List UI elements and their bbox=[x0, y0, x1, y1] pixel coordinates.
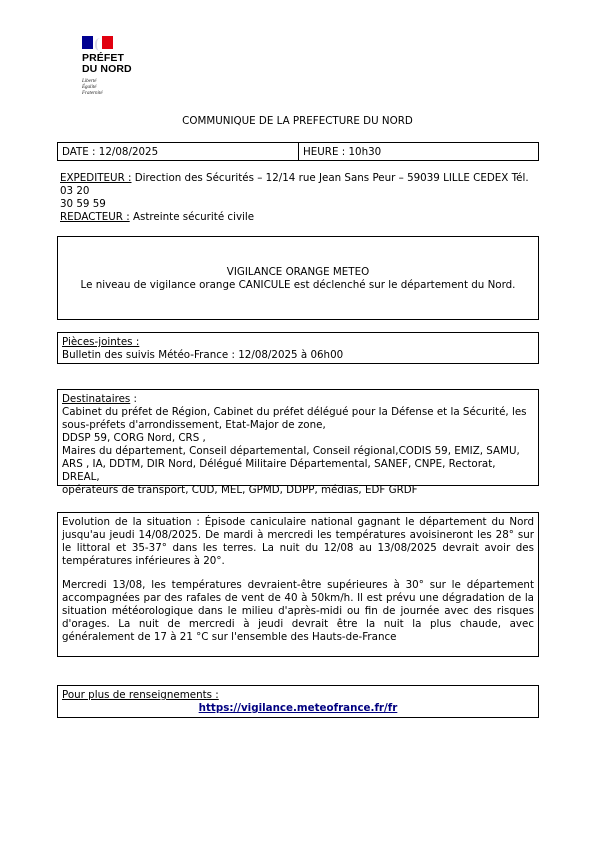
redacteur-label: REDACTEUR : bbox=[60, 211, 130, 223]
marianne-flag-icon bbox=[82, 36, 113, 49]
prefet-logo bbox=[82, 36, 152, 97]
expediteur-line1 bbox=[60, 172, 538, 198]
recipients-line-5: ARS , IA, DDTM, DIR Nord, Délégué Militaire Départemental, SANEF, CNPE, Rectorat, DREAL, bbox=[62, 458, 496, 483]
recipients-label-suffix: : bbox=[130, 393, 138, 405]
motto-fraternite: Fraternité bbox=[82, 91, 103, 96]
logo-title bbox=[82, 53, 152, 75]
recipients-line-2: sous-préfets d'arrondissement, Etat-Major de zone, bbox=[62, 419, 326, 431]
logo-title-line1: PRÉFET bbox=[82, 52, 125, 64]
vigilance-box bbox=[57, 236, 539, 320]
redacteur-line bbox=[60, 211, 538, 224]
recipients-heading bbox=[62, 393, 534, 406]
situation-paragraph-2: Mercredi 13/08, les températures devraient-être supérieures à 30° sur le département accompagnées par des rafales de vent de 40 à 50km/h. Il est prévu une dégradation de la situation météorologique dans le milieu d'après-midi ou fin de journée avec des risques d'orages. La nuit de mercredi à jeudi devrait être la nuit la plus chaude, avec généralement de 17 à 21 °C sur l'ensemble des Hauts-de-France bbox=[62, 579, 534, 643]
logo-title-line2: DU NORD bbox=[82, 63, 132, 75]
recipients-line-3: DDSP 59, CORG Nord, CRS , bbox=[62, 432, 206, 444]
info-label: Pour plus de renseignements : bbox=[62, 689, 219, 701]
motto-egalite: Égalité bbox=[82, 85, 97, 90]
redacteur-value: Astreinte sécurité civile bbox=[129, 211, 255, 223]
vigilance-text: Le niveau de vigilance orange CANICULE est déclenché sur le département du Nord. bbox=[80, 279, 516, 291]
page-title: COMMUNIQUE DE LA PREFECTURE DU NORD bbox=[182, 115, 413, 127]
motto-liberte: Liberté bbox=[82, 79, 97, 84]
date-time-table bbox=[57, 142, 539, 161]
vigilance-heading: VIGILANCE ORANGE METEO bbox=[226, 266, 370, 278]
meteofrance-link[interactable]: https://vigilance.meteofrance.fr/fr bbox=[198, 702, 398, 714]
attachments-box bbox=[57, 332, 539, 364]
situation-paragraph-1: Evolution de la situation : Épisode caniculaire national gagnant le département du Nord jusqu'au jeudi 14/08/2025. De mardi à mercredi les températures avoisineront les 28° sur le littoral et 35-37° dans les terres. La nuit du 12/08 au 13/08/2025 devrait avoir des températures inférieures à 20°. bbox=[62, 516, 534, 567]
recipients-line-4: Maires du département, Conseil départemental, Conseil régional,CODIS 59, EMIZ, SAMU, bbox=[62, 445, 520, 457]
date-cell: DATE : 12/08/2025 bbox=[58, 143, 299, 160]
recipients-label: Destinataires bbox=[62, 393, 131, 405]
sender-block bbox=[60, 172, 538, 224]
info-box bbox=[57, 685, 539, 718]
attachments-label: Pièces-jointes : bbox=[62, 336, 140, 348]
expediteur-value: Direction des Sécurités – 12/14 rue Jean Sans Peur – 59039 LILLE CEDEX Tél. 03 20 bbox=[60, 172, 529, 197]
logo-motto bbox=[82, 79, 152, 97]
expediteur-line2: 30 59 59 bbox=[60, 198, 106, 210]
heure-cell: HEURE : 10h30 bbox=[303, 146, 382, 158]
recipients-box bbox=[57, 389, 539, 496]
situation-box bbox=[57, 512, 539, 657]
recipients-line-1: Cabinet du préfet de Région, Cabinet du préfet délégué pour la Défense et la Sécurité, les bbox=[62, 406, 527, 418]
attachments-value: Bulletin des suivis Météo-France : 12/08/2025 à 06h00 bbox=[62, 349, 344, 361]
recipients-line-6: opérateurs de transport, CUD, MEL, GPMD, DDPP, médias, EDF GRDF bbox=[62, 484, 418, 496]
expediteur-label: EXPEDITEUR : bbox=[60, 172, 132, 184]
